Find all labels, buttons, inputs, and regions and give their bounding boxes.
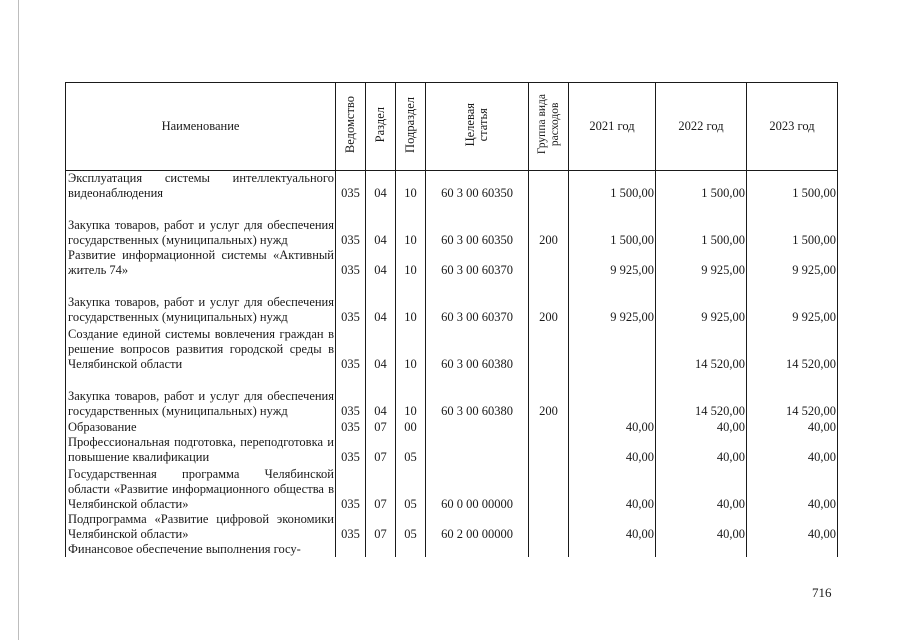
cell-target-article [426,435,529,465]
cell-razdel: 04 [366,201,396,248]
cell-expense-group: 200 [529,201,569,248]
cell-target-article [426,542,529,557]
cell-2023: 14 520,00 [747,325,838,372]
cell-podrazdel: 05 [396,465,426,512]
table-row [66,512,838,542]
cell-2021: 9 925,00 [569,278,656,325]
cell-target-article: 60 2 00 00000 [426,512,529,542]
cell-vedomstvo: 035 [336,419,366,435]
cell-expense-group [529,419,569,435]
cell-expense-group [529,542,569,557]
cell-podrazdel: 10 [396,372,426,419]
cell-2021: 40,00 [569,512,656,542]
cell-podrazdel: 10 [396,325,426,372]
cell-vedomstvo [336,542,366,557]
header-2021: 2021 год [569,83,656,171]
cell-2023: 40,00 [747,419,838,435]
header-vedomstvo: Ведомство [336,83,366,171]
cell-name: Закупка товаров, работ и услуг для обеспечения государственных (муниципальных) нужд [66,201,336,248]
cell-2023: 9 925,00 [747,278,838,325]
table-header-row [66,83,838,171]
cell-2023: 14 520,00 [747,372,838,419]
cell-name: Закупка товаров, работ и услуг для обеспечения государственных (муниципальных) нужд [66,278,336,325]
cell-2022: 40,00 [656,435,747,465]
header-podrazdel: Подраздел [396,83,426,171]
cell-vedomstvo: 035 [336,201,366,248]
cell-razdel: 04 [366,278,396,325]
cell-vedomstvo: 035 [336,465,366,512]
cell-2022: 14 520,00 [656,372,747,419]
header-expense-group: Группа вида расходов [529,83,569,171]
header-name: Наименование [66,83,336,171]
cell-2022: 1 500,00 [656,201,747,248]
cell-name: Профессиональная подготовка, переподготовка и повышение квалификации [66,435,336,465]
cell-2022: 40,00 [656,465,747,512]
cell-name: Образование [66,419,336,435]
cell-2022: 40,00 [656,512,747,542]
cell-name: Создание единой системы вовлечения граждан в решение вопросов развития городской среды в Челябинской области [66,325,336,372]
table-row [66,171,838,202]
cell-expense-group [529,248,569,278]
cell-2022: 1 500,00 [656,171,747,202]
cell-2022: 9 925,00 [656,248,747,278]
cell-razdel: 07 [366,512,396,542]
header-target-article: Целевая статья [426,83,529,171]
cell-2023: 1 500,00 [747,201,838,248]
cell-2021: 40,00 [569,435,656,465]
cell-2023: 9 925,00 [747,248,838,278]
cell-name: Закупка товаров, работ и услуг для обеспечения государственных (муниципальных) нужд [66,372,336,419]
cell-expense-group: 200 [529,372,569,419]
cell-vedomstvo: 035 [336,248,366,278]
table-row [66,201,838,248]
cell-2023: 40,00 [747,435,838,465]
table-body [66,171,838,558]
table-row [66,278,838,325]
table-row [66,325,838,372]
cell-2021 [569,542,656,557]
cell-2023: 1 500,00 [747,171,838,202]
cell-target-article: 60 3 00 60350 [426,171,529,202]
cell-expense-group [529,435,569,465]
cell-razdel: 04 [366,248,396,278]
cell-razdel: 04 [366,325,396,372]
cell-2021: 1 500,00 [569,171,656,202]
cell-vedomstvo: 035 [336,372,366,419]
cell-target-article: 60 3 00 60380 [426,325,529,372]
cell-razdel: 04 [366,171,396,202]
cell-name: Финансовое обеспечение выполнения госу- [66,542,336,557]
cell-razdel: 07 [366,435,396,465]
cell-expense-group: 200 [529,278,569,325]
cell-razdel: 04 [366,372,396,419]
cell-2022: 40,00 [656,419,747,435]
cell-2021 [569,325,656,372]
cell-2023: 40,00 [747,512,838,542]
header-2022: 2022 год [656,83,747,171]
cell-podrazdel: 10 [396,201,426,248]
cell-target-article: 60 3 00 60350 [426,201,529,248]
cell-2023: 40,00 [747,465,838,512]
cell-razdel: 07 [366,419,396,435]
cell-expense-group [529,325,569,372]
budget-table [65,82,838,557]
cell-target-article [426,419,529,435]
header-razdel: Раздел [366,83,396,171]
table-row [66,372,838,419]
cell-vedomstvo: 035 [336,435,366,465]
cell-name: Государственная программа Челябинской области «Развитие информационного общества в Челябинской области» [66,465,336,512]
cell-name: Эксплуатация системы интеллектуального видеонаблюдения [66,171,336,202]
table-row [66,435,838,465]
cell-target-article: 60 0 00 00000 [426,465,529,512]
cell-podrazdel: 00 [396,419,426,435]
cell-2022: 9 925,00 [656,278,747,325]
cell-2022: 14 520,00 [656,325,747,372]
table-row [66,419,838,435]
table-row [66,542,838,557]
cell-podrazdel: 10 [396,171,426,202]
cell-2022 [656,542,747,557]
cell-podrazdel: 05 [396,435,426,465]
cell-target-article: 60 3 00 60380 [426,372,529,419]
cell-vedomstvo: 035 [336,278,366,325]
cell-razdel [366,542,396,557]
cell-2021: 1 500,00 [569,201,656,248]
header-2023: 2023 год [747,83,838,171]
cell-expense-group [529,465,569,512]
cell-podrazdel: 05 [396,512,426,542]
cell-2021 [569,372,656,419]
cell-razdel: 07 [366,465,396,512]
cell-podrazdel: 10 [396,278,426,325]
cell-2021: 40,00 [569,419,656,435]
cell-2021: 40,00 [569,465,656,512]
table-row [66,465,838,512]
cell-target-article: 60 3 00 60370 [426,278,529,325]
cell-expense-group [529,512,569,542]
cell-vedomstvo: 035 [336,325,366,372]
table-row [66,248,838,278]
page-edge-line [18,0,19,640]
cell-vedomstvo: 035 [336,512,366,542]
page-number: 716 [812,585,832,600]
cell-2021: 9 925,00 [569,248,656,278]
cell-target-article: 60 3 00 60370 [426,248,529,278]
cell-name: Подпрограмма «Развитие цифровой экономики Челябинской области» [66,512,336,542]
cell-podrazdel [396,542,426,557]
cell-podrazdel: 10 [396,248,426,278]
cell-expense-group [529,171,569,202]
cell-vedomstvo: 035 [336,171,366,202]
cell-2023 [747,542,838,557]
cell-name: Развитие информационной системы «Активный житель 74» [66,248,336,278]
